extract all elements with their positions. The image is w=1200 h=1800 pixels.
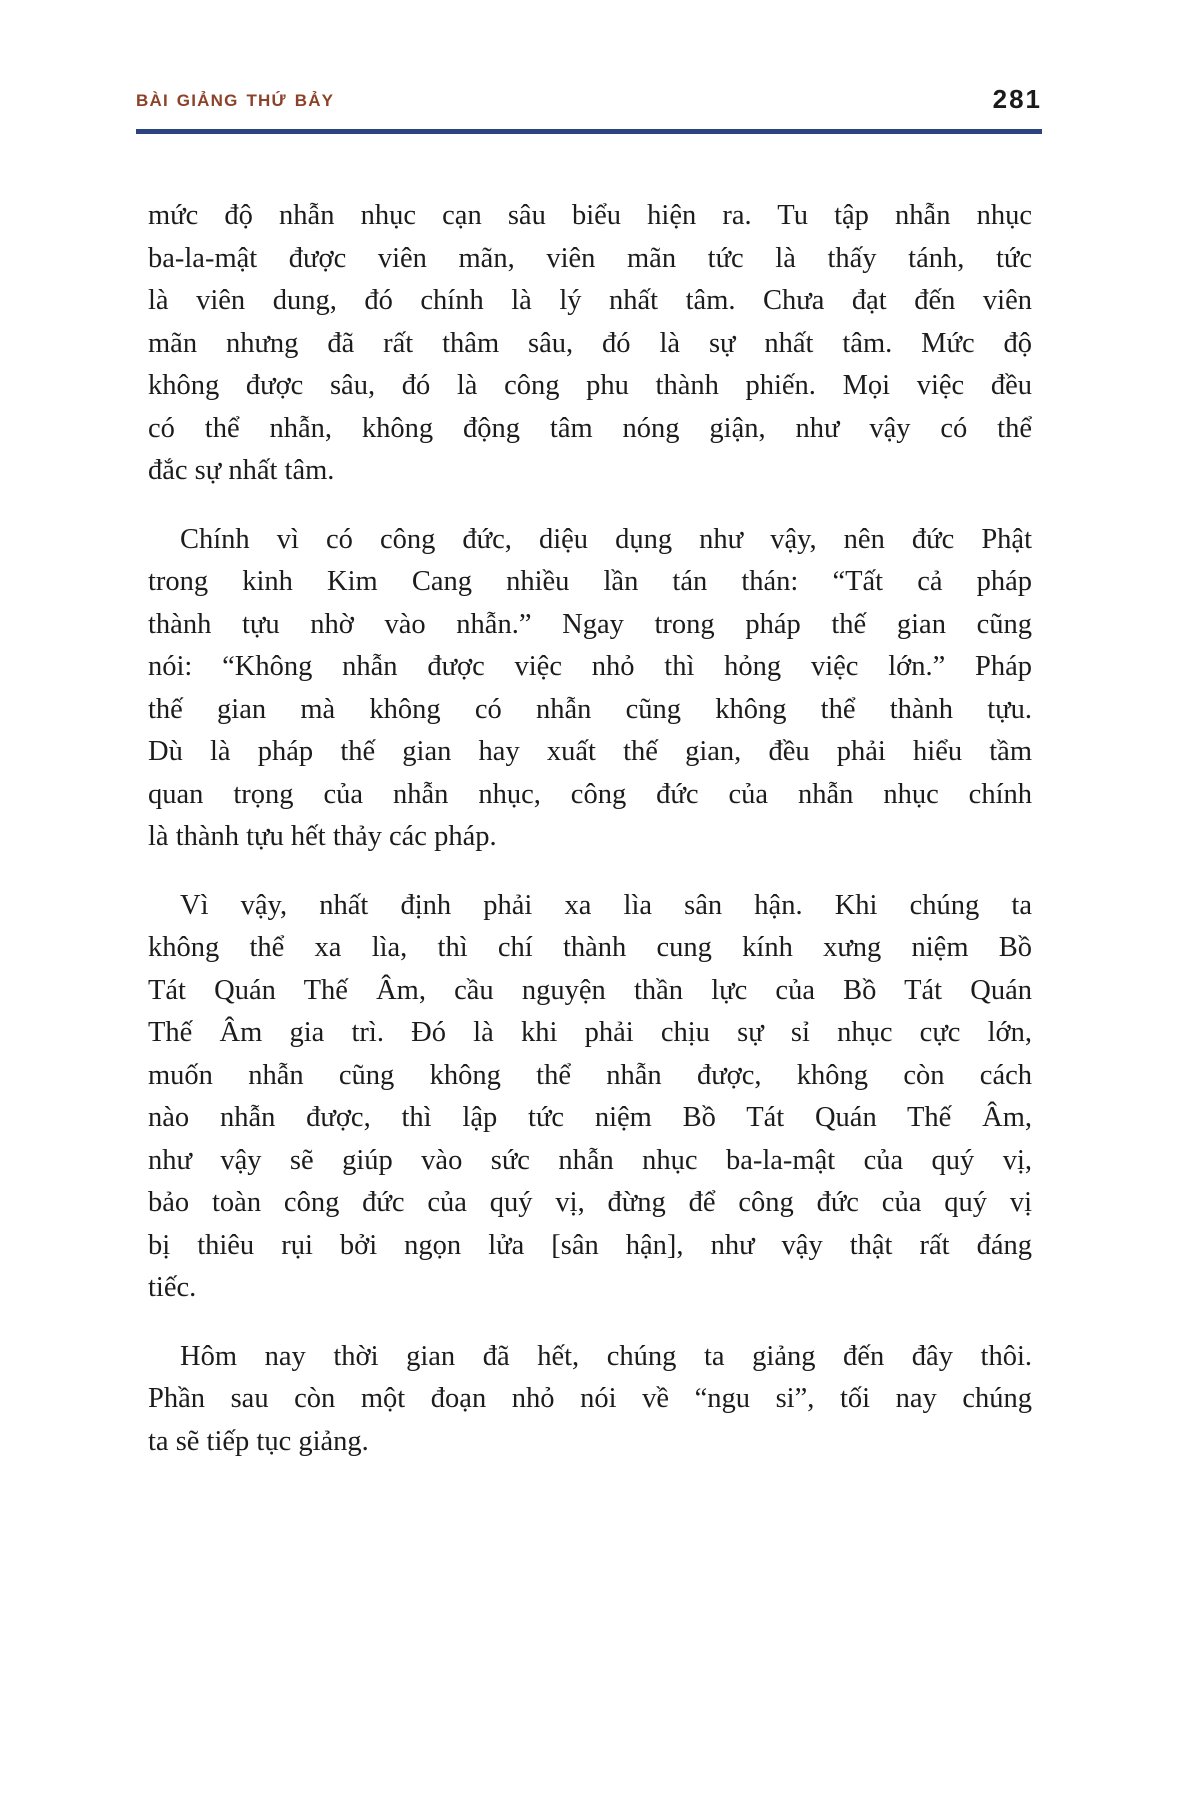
header-rule-divider bbox=[136, 129, 1042, 134]
text-line: Tát Quán Thế Âm, cầu nguyện thần lực của Bồ Tát Quán bbox=[148, 974, 1032, 1006]
text-line: là viên dung, đó chính là lý nhất tâm. Chưa đạt đến viên bbox=[148, 285, 1032, 316]
text-line: Chính vì có công đức, diệu dụng như vậy, nên đức Phật bbox=[180, 523, 1032, 555]
paragraph bbox=[148, 195, 1032, 493]
text-line: mãn nhưng đã rất thâm sâu, đó là sự nhất tâm. Mức độ bbox=[148, 327, 1032, 359]
page-header bbox=[136, 84, 1042, 117]
text-line: có thể nhẫn, không động tâm nóng giận, như vậy có thể bbox=[148, 412, 1032, 444]
text-line: nói: “Không nhẫn được việc nhỏ thì hỏng việc lớn.” Pháp bbox=[148, 651, 1032, 682]
text-line: bảo toàn công đức của quý vị, đừng để công đức của quý vị bbox=[148, 1187, 1032, 1218]
running-title: BÀI GIẢNG THỨ BẢY bbox=[136, 91, 335, 110]
paragraph bbox=[148, 519, 1032, 859]
text-line: nào nhẫn được, thì lập tức niệm Bồ Tát Quán Thế Âm, bbox=[148, 1102, 1032, 1133]
text-line: muốn nhẫn cũng không thể nhẫn được, không còn cách bbox=[148, 1059, 1032, 1091]
text-line: thành tựu nhờ vào nhẫn.” Ngay trong pháp thế gian cũng bbox=[148, 608, 1032, 640]
text-line: Thế Âm gia trì. Đó là khi phải chịu sự sỉ nhục cực lớn, bbox=[148, 1017, 1032, 1048]
paragraph bbox=[148, 1336, 1032, 1464]
text-line: Vì vậy, nhất định phải xa lìa sân hận. Khi chúng ta bbox=[180, 889, 1032, 921]
text-line: ba-la-mật được viên mãn, viên mãn tức là thấy tánh, tức bbox=[148, 242, 1032, 274]
text-line: thế gian mà không có nhẫn cũng không thể thành tựu. bbox=[148, 693, 1032, 725]
text-line: trong kinh Kim Cang nhiều lần tán thán: “Tất cả pháp bbox=[148, 566, 1032, 597]
text-line: đắc sự nhất tâm. bbox=[148, 455, 335, 486]
text-line: Phần sau còn một đoạn nhỏ nói về “ngu si”, tối nay chúng bbox=[148, 1383, 1032, 1414]
paragraph bbox=[148, 885, 1032, 1310]
text-line: không được sâu, đó là công phu thành phiến. Mọi việc đều bbox=[148, 370, 1032, 401]
text-line: là thành tựu hết thảy các pháp. bbox=[148, 821, 497, 852]
text-line: như vậy sẽ giúp vào sức nhẫn nhục ba-la-mật của quý vị, bbox=[148, 1144, 1032, 1176]
text-line: quan trọng của nhẫn nhục, công đức của nhẫn nhục chính bbox=[148, 778, 1032, 810]
text-line: tiếc. bbox=[148, 1272, 197, 1303]
text-line: bị thiêu rụi bởi ngọn lửa [sân hận], như vậy thật rất đáng bbox=[148, 1229, 1032, 1261]
text-line: Hôm nay thời gian đã hết, chúng ta giảng đến đây thôi. bbox=[180, 1340, 1032, 1372]
text-line: mức độ nhẫn nhục cạn sâu biểu hiện ra. Tu tập nhẫn nhục bbox=[148, 200, 1032, 231]
text-line: Dù là pháp thế gian hay xuất thế gian, đều phải hiểu tầm bbox=[148, 736, 1032, 767]
page-number: 281 bbox=[992, 84, 1042, 114]
body-text bbox=[148, 195, 1032, 1463]
text-line: không thể xa lìa, thì chí thành cung kính xưng niệm Bồ bbox=[148, 932, 1032, 963]
text-line: ta sẽ tiếp tục giảng. bbox=[148, 1425, 369, 1457]
